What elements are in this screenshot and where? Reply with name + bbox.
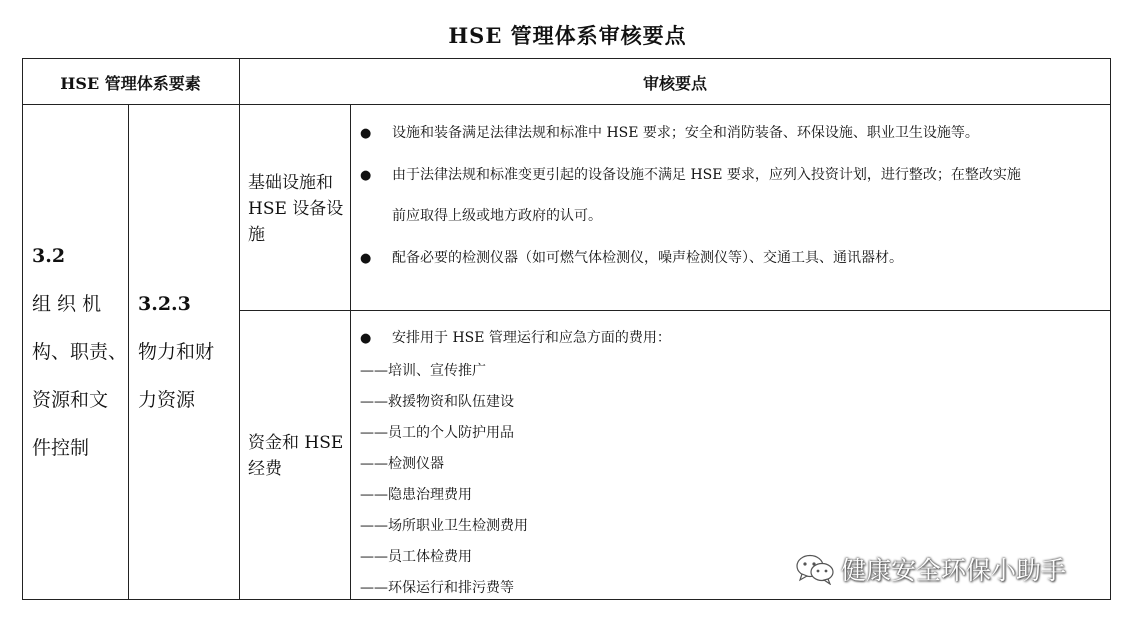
list-item: ● 由于法律法规和标准变更引起的设备设施不满足 HSE 要求，应列入投资计划，进行整改；在整改实施 bbox=[360, 165, 1021, 186]
element-name-line: 构、职责、 bbox=[32, 341, 128, 363]
watermark-text: 健康安全环保小助手 bbox=[841, 556, 1067, 585]
section-label-line: 施 bbox=[248, 225, 265, 245]
element-name-line: 资源和文 bbox=[32, 389, 109, 411]
section-label-line: 经费 bbox=[248, 459, 282, 479]
list-item: ——隐患治理费用 bbox=[360, 487, 472, 503]
section-label-line: HSE 设备设 bbox=[248, 199, 344, 219]
column-divider bbox=[128, 104, 129, 600]
header-divider bbox=[22, 104, 1111, 105]
list-item: ——场所职业卫生检测费用 bbox=[360, 518, 528, 534]
list-item: ● 设施和装备满足法律法规和标准中 HSE 要求；安全和消防装备、环保设施、职业卫生设施等。 bbox=[360, 123, 979, 144]
list-item: ——检测仪器 bbox=[360, 456, 444, 472]
list-item: ● 配备必要的检测仪器（如可燃气体检测仪，噪声检测仪等）、交通工具、通讯器材。 bbox=[360, 248, 903, 269]
element-name-line: 件控制 bbox=[32, 437, 90, 459]
list-item: ——员工体检费用 bbox=[360, 549, 472, 565]
watermark bbox=[795, 552, 1066, 586]
element-number: 3.2 bbox=[32, 245, 66, 267]
bullet-icon: ● bbox=[360, 168, 372, 183]
element-name-line: 组 织 机 bbox=[32, 293, 102, 315]
bullet-icon: ● bbox=[360, 251, 372, 266]
sub-element-name-line: 物力和财 bbox=[138, 341, 215, 363]
section-label-line: 基础设施和 bbox=[248, 173, 333, 193]
section-label-line: 资金和 HSE bbox=[248, 433, 344, 453]
list-item: ——员工的个人防护用品 bbox=[360, 425, 514, 441]
list-item-continuation: 前应取得上级或地方政府的认可。 bbox=[392, 208, 602, 224]
wechat-icon bbox=[795, 553, 835, 585]
bullet-icon: ● bbox=[360, 126, 372, 141]
header-element-column: HSE 管理体系要素 bbox=[60, 74, 201, 93]
list-item: ——救援物资和队伍建设 bbox=[360, 394, 514, 410]
page-title: HSE 管理体系审核要点 bbox=[448, 23, 687, 48]
column-divider bbox=[239, 58, 240, 600]
header-audit-column: 审核要点 bbox=[642, 74, 707, 93]
list-item: ——培训、宣传推广 bbox=[360, 363, 486, 379]
column-divider bbox=[350, 104, 351, 600]
list-item: ——环保运行和排污费等 bbox=[360, 580, 514, 596]
sub-element-number: 3.2.3 bbox=[138, 293, 191, 315]
sub-element-name-line: 力资源 bbox=[138, 389, 196, 411]
section-divider bbox=[239, 310, 1111, 311]
list-item: ● 安排用于 HSE 管理运行和应急方面的费用： bbox=[360, 328, 671, 349]
bullet-icon: ● bbox=[360, 331, 372, 346]
